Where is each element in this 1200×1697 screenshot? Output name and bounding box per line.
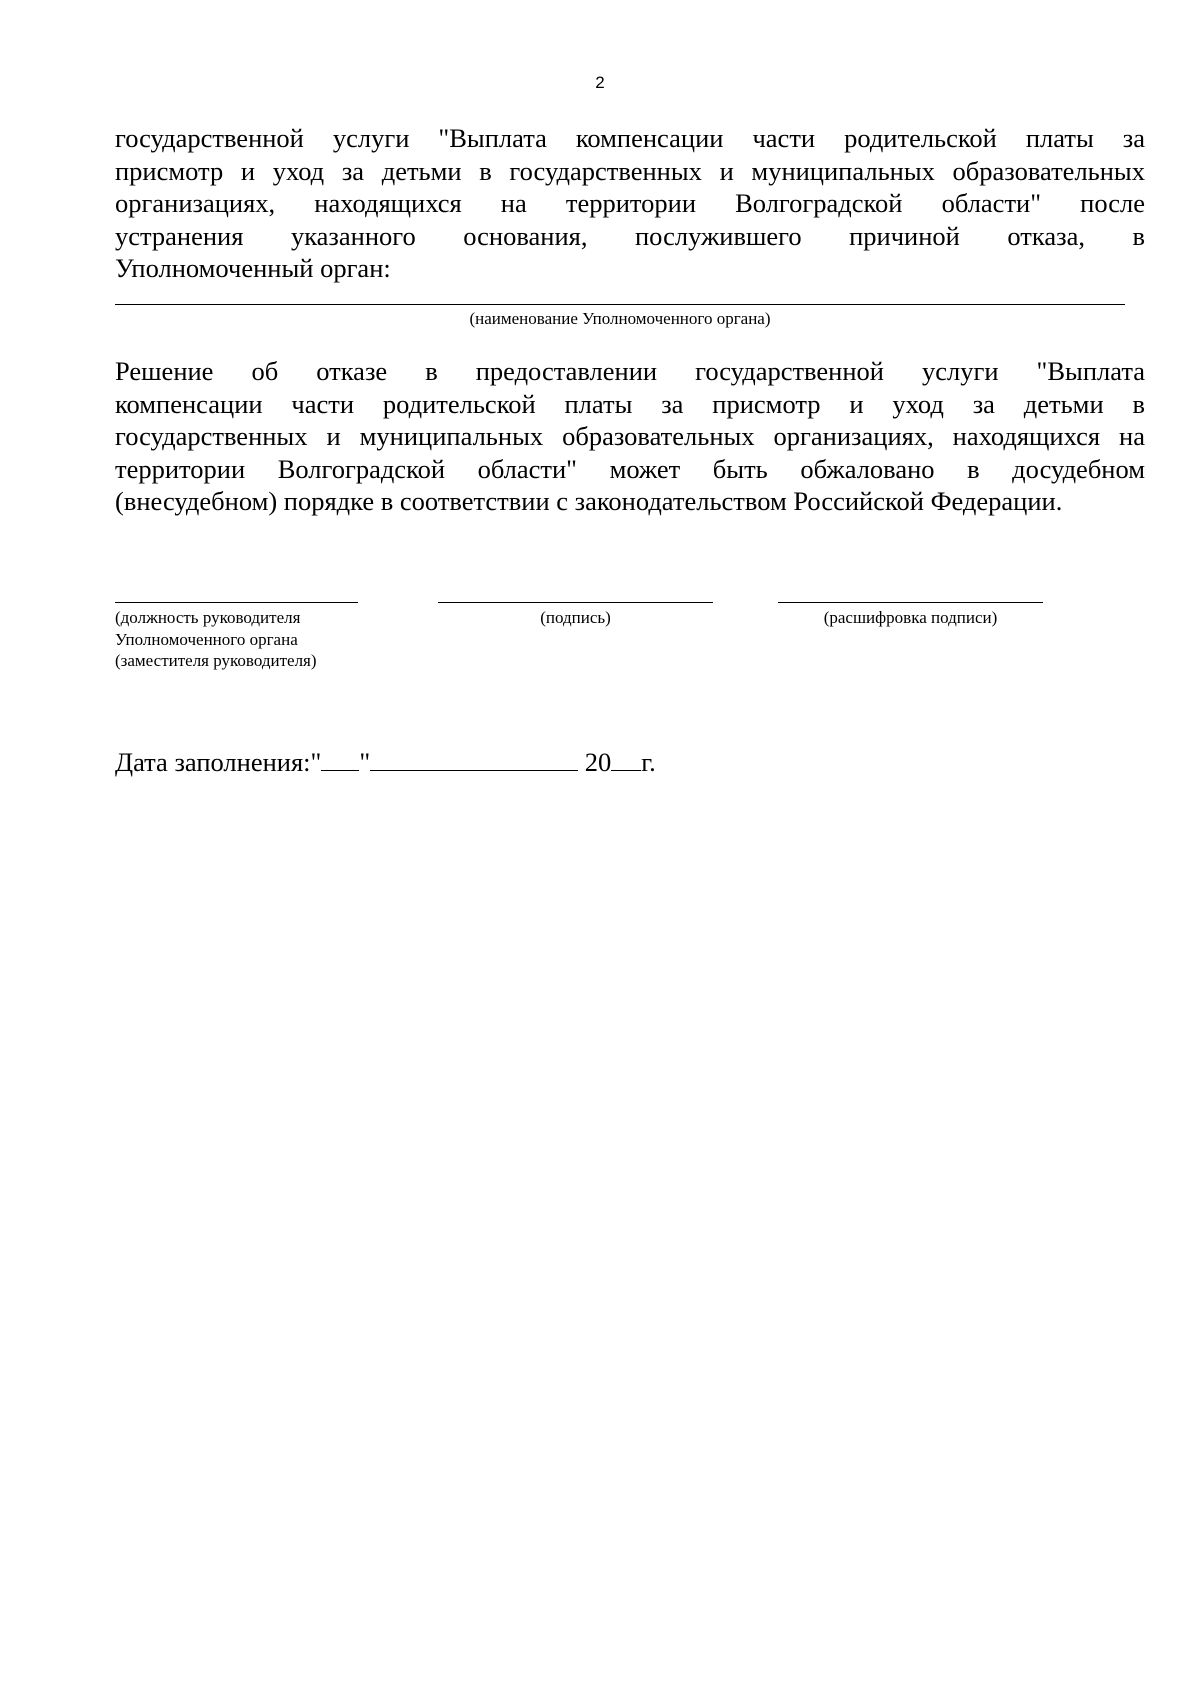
position-caption-line: (должность руководителя	[115, 608, 301, 627]
position-caption-line: (заместителя руководителя)	[115, 651, 317, 670]
signature-decoding-field-line[interactable]	[778, 602, 1043, 603]
year-field[interactable]	[611, 748, 641, 771]
paragraph-line: присмотр и уход за детьми в государственных и муниципальных образовательных	[115, 155, 1145, 186]
paragraph-appeal-notice	[115, 355, 1145, 518]
position-field-line[interactable]	[115, 602, 358, 603]
paragraph-line: Решение об отказе в предоставлении государственной услуги "Выплата	[115, 356, 1145, 386]
signature-field-line[interactable]	[438, 602, 713, 603]
fill-date-line	[115, 746, 656, 778]
signature-decoding-caption: (расшифровка подписи)	[823, 608, 998, 627]
year-prefix: 20	[584, 747, 612, 777]
organ-name-field-line[interactable]	[115, 304, 1125, 305]
open-quote: "	[310, 747, 322, 777]
paragraph-line: государственной услуги "Выплата компенсации части родительской платы за	[115, 123, 1145, 153]
paragraph-service-address	[115, 122, 1145, 285]
paragraph-line: государственных и муниципальных образовательных организациях, находящихся на	[115, 421, 1145, 451]
position-caption	[115, 607, 415, 672]
paragraph-line: (внесудебном) порядке в соответствии с законодательством Российской Федерации.	[115, 486, 1063, 516]
paragraph-line: территории Волгоградской области" может быть обжаловано в досудебном	[115, 453, 1145, 484]
year-suffix: г.	[641, 747, 656, 777]
signature-caption: (подпись)	[540, 608, 611, 627]
paragraph-line: компенсации части родительской платы за присмотр и уход за детьми в	[115, 388, 1145, 419]
paragraph-line: устранения указанного основания, послужившего причиной отказа, в	[115, 220, 1145, 251]
page-number: 2	[595, 73, 605, 92]
month-field[interactable]	[370, 748, 578, 771]
close-quote: "	[359, 747, 371, 777]
paragraph-line: Уполномоченный орган:	[115, 253, 391, 283]
paragraph-line: организациях, находящихся на территории Волгоградской области" после	[115, 188, 1145, 218]
day-field[interactable]	[321, 748, 359, 771]
position-caption-line: Уполномоченного органа	[115, 629, 298, 649]
fill-date-label: Дата заполнения:	[115, 747, 311, 777]
organ-name-caption: (наименование Уполномоченного органа)	[469, 309, 771, 328]
